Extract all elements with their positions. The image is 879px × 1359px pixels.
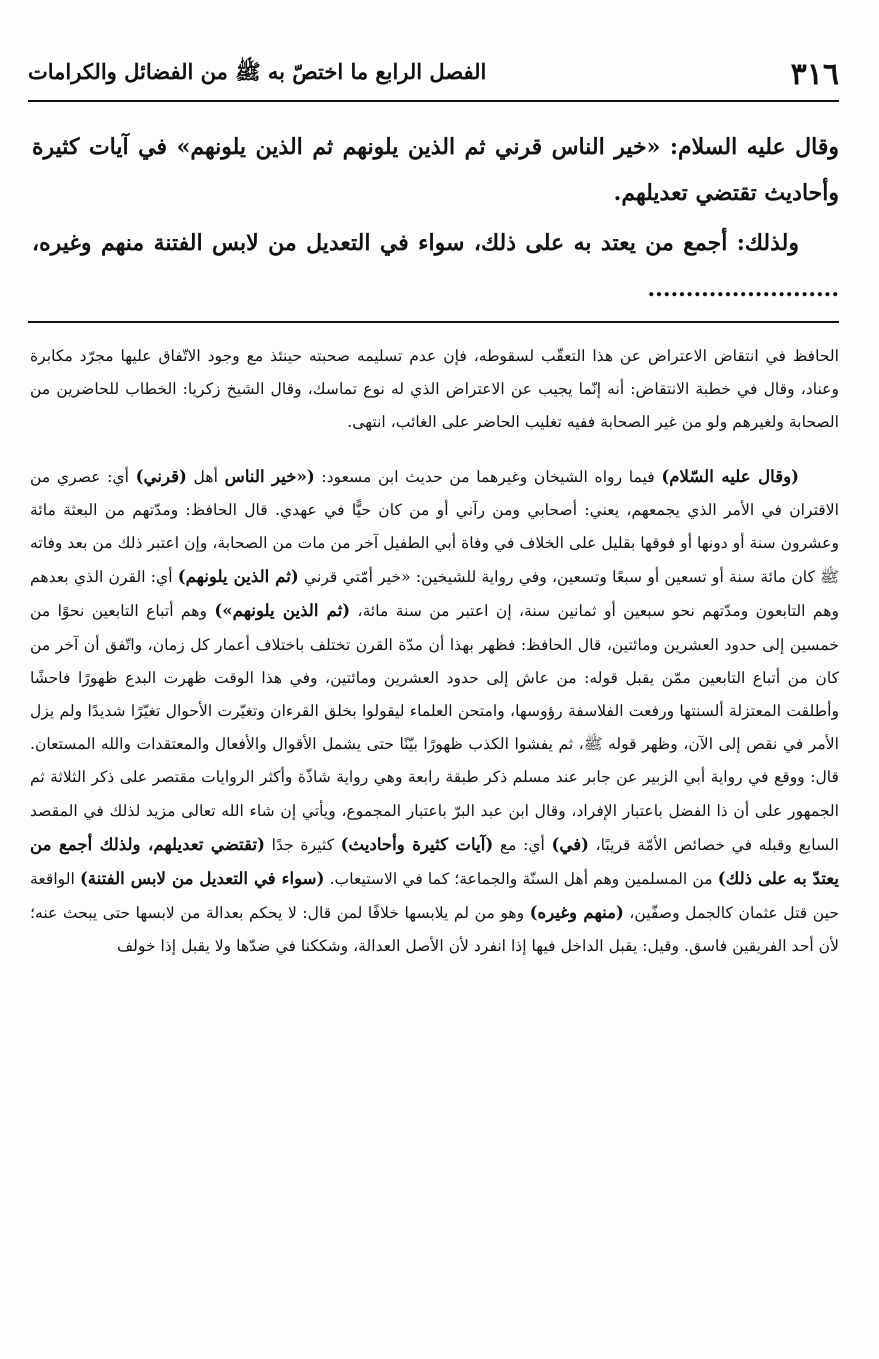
main-text-paragraph-2-body: ولذلك: أجمع من يعتد به على ذلك، سواء في التعديل من لابس الفتنة منهم وغيره، [32, 230, 799, 256]
quoted-phrase: (سواء في التعديل من لابس الفتنة) [79, 868, 325, 889]
commentary-span: من المسلمين وهم أهل السنّة والجماعة؛ كما في الاستيعاب. [324, 870, 718, 889]
ellipsis-dots: ......................... [647, 276, 839, 302]
quoted-phrase: (قرني) [135, 465, 187, 486]
commentary-span: كثيرة جدًا [265, 835, 341, 854]
commentary-span: فيما رواه الشيخان وغيرهما من حديث ابن مسعود: [314, 467, 662, 486]
commentary-span: الواقعة حين قتل عثمان كالجمل وصفّين، [30, 870, 839, 923]
commentary-paragraph-2 [30, 460, 839, 964]
quoted-phrase: (ثم الذين يلونهم») [214, 600, 351, 621]
page-number: ٣١٦ [790, 56, 839, 92]
commentary-span: أي: مع [493, 835, 552, 854]
commentary-paragraph-1: الحافظ في انتقاض الاعتراض عن هذا التعقّب لسقوطه، فإن عدم تسليمه صحبته حينئذ مع وجود الاتّفاق عليها مجرّد مكابرة وعناد، وقال في خطبة الانتقاض: أنه إنّما يجيب عن الاعتراض الذي له نوع تماسك، وقال الشيخ زكريا: الخطاب للحاضرين من الصحابة ولغيرهم ولو من غير الصحابة ففيه تغليب الحاضر على الغائب، انتهى. [30, 347, 839, 432]
running-title: الفصل الرابع ما اختصّ به ﷺ من الفضائل والكرامات [28, 58, 487, 84]
quoted-phrase: (وقال عليه السّلام) [661, 465, 800, 486]
section-divider [28, 321, 839, 323]
quoted-phrase: (آيات كثيرة وأحاديث) [340, 833, 494, 854]
main-text-paragraph-2 [32, 220, 839, 312]
quoted-phrase: (تقتضي تعديلهم، ولذلك أجمع من يعتدّ به على ذلك) [30, 833, 839, 889]
page-header [28, 52, 839, 96]
commentary-text [30, 340, 839, 964]
main-text-paragraph-1: وقال عليه السلام: «خير الناس قرني ثم الذين يلونهم ثم الذين يلونهم» في آيات كثيرة وأحاديث تقتضي تعديلهم. [32, 134, 840, 206]
commentary-span: وهو من لم يلابسها خلافًا لمن قال: لا يحكم بعدالة من لابسها حتى يبحث عنه؛ لأن أحد الفريقين فاسق. وقيل: يقبل الداخل فيها إذا انفرد لأن الأصل العدالة، وشككنا في ضدّها ولا يقبل إذا خولف [30, 904, 839, 956]
commentary-span: أي: القرن الذي بعدهم وهم التابعون ومدّتهم نحو سبعين أو ثمانين سنة، إن اعتبر من سنة مائة، [30, 568, 839, 621]
quoted-phrase: (ثم الذين يلونهم) [177, 566, 299, 587]
quoted-phrase: («خير الناس [224, 465, 315, 486]
commentary-span: أي: عصري من الاقتران في الأمر الذي يجمعهم، يعني: أصحابي ومن رآني أو من كان حيًّا في عهدي. قال الحافظ: ومدّتهم من البعثة مائة وعشرون سنة أو دونها أو فوقها بقليل على الخلاف في وفاة أبي الطفيل آخر من مات من الصحابة، وإن اعتبر ذلك من بعد وفاته ﷺ كان مائة سنة أو تسعين أو سبعًا وتسعين، وفي رواية للشيخين: «خير أمّتي قرني [30, 467, 839, 587]
quoted-phrase: (في) [551, 833, 589, 854]
commentary-span: وهم أتباع التابعين نحوًا من خمسين إلى حدود العشرين ومائتين، قال الحافظ: فظهر بهذا أن مدّة القرن تختلف باختلاف أعمار كل زمان، واتّفق أن آخر من كان من أتباع التابعين ممّن يقبل قوله: من عاش إلى حدود العشرين ومائتين، وفي هذا الوقت ظهرت البدع ظهورًا فاحشًا وأطلقت المعتزلة ألسنتها ورفعت الفلاسفة رؤوسها، وامتحن العلماء ليقولوا بخلق القرءان وتغيّرت الأحوال تغيّرًا شديدًا ولم يزل الأمر في نقص إلى الآن، وظهر قوله ﷺ، ثم يفشوا الكذب ظهورًا بيّنًا حتى يشمل الأقوال والأفعال والمعتقدات والله المستعان. قال: ووقع في رواية أبي الزبير عن جابر عند مسلم ذكر طبقة رابعة وهي رواية شاذّة وأكثر الروايات مقتصر على ذكر الثلاثة ثم الجمهور على أن ذا الفضل باعتبار الإفراد، وقال ابن عبد البرّ باعتبار المجموع، ويأتي إن شاء الله تعالى مزيد لذلك في المقصد السابع وقبله في خصائص الأمّة قريبًا، [30, 602, 839, 854]
main-text [32, 124, 839, 312]
header-divider [28, 100, 839, 102]
commentary-span: أهل [186, 467, 225, 486]
quoted-phrase: (منهم وغيره) [529, 902, 624, 923]
